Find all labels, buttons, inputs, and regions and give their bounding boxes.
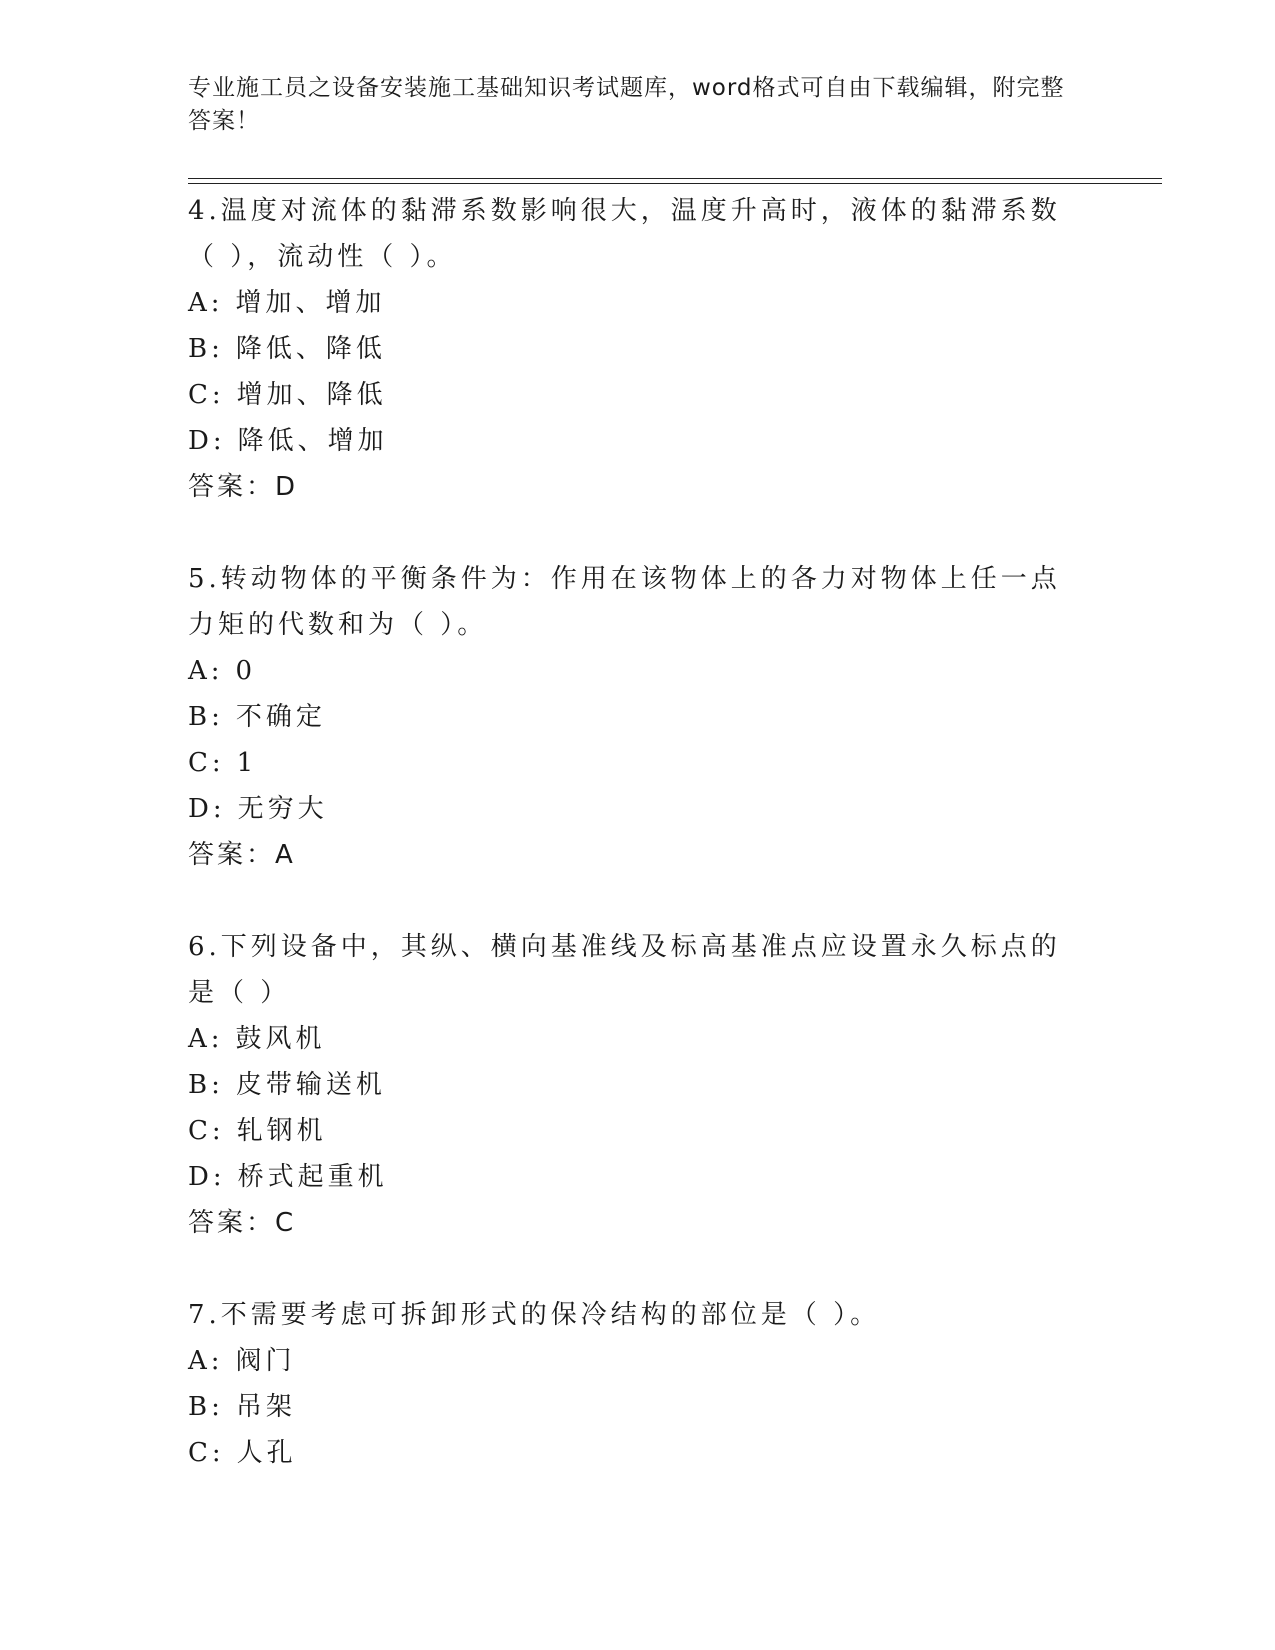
option-a — [188, 1016, 1088, 1062]
header-divider-top — [188, 178, 1162, 179]
option-c — [188, 1430, 1088, 1476]
option-a — [188, 280, 1088, 326]
option-b — [188, 326, 1088, 372]
option-value: 不确定 — [235, 702, 326, 732]
option-key: D: — [188, 426, 226, 456]
question-7 — [188, 1292, 1088, 1476]
option-value: 降低、降低 — [235, 334, 386, 364]
option-value: 增加、降低 — [236, 380, 387, 410]
answer-line: 答案：A — [188, 840, 296, 870]
option-a — [188, 1338, 1088, 1384]
option-b — [188, 1384, 1088, 1430]
option-key: B: — [188, 1070, 224, 1100]
option-key: A: — [188, 288, 224, 318]
answer-line: 答案：D — [188, 472, 299, 502]
option-value: 阀门 — [235, 1346, 296, 1376]
option-key: D: — [188, 1162, 226, 1192]
question-text: 7.不需要考虑可拆卸形式的保冷结构的部位是（ ）。 — [188, 1300, 881, 1330]
option-value: 人孔 — [236, 1438, 297, 1468]
header-divider-bottom — [188, 183, 1162, 184]
option-value: 桥式起重机 — [237, 1162, 388, 1192]
question-list — [188, 188, 1088, 1476]
option-key: B: — [188, 702, 224, 732]
option-d — [188, 786, 1088, 832]
option-value: 无穷大 — [237, 794, 328, 824]
question-text: 5.转动物体的平衡条件为：作用在该物体上的各力对物体上任一点力矩的代数和为（ ）。 — [188, 564, 1061, 640]
option-c — [188, 740, 1088, 786]
option-key: C: — [188, 748, 225, 778]
answer-line: 答案：C — [188, 1208, 297, 1238]
option-value: 降低、增加 — [237, 426, 388, 456]
option-value: 鼓风机 — [235, 1024, 326, 1054]
spacer — [188, 878, 1088, 924]
option-d — [188, 1154, 1088, 1200]
option-value: 皮带输送机 — [235, 1070, 386, 1100]
option-key: A: — [188, 1346, 224, 1376]
option-value: 吊架 — [235, 1392, 296, 1422]
option-c — [188, 1108, 1088, 1154]
option-value: 轧钢机 — [236, 1116, 327, 1146]
question-text: 6.下列设备中，其纵、横向基准线及标高基准点应设置永久标点的是（ ） — [188, 932, 1061, 1008]
question-text: 4.温度对流体的黏滞系数影响很大，温度升高时，液体的黏滞系数（ ），流动性（ ）。 — [188, 196, 1061, 272]
option-d — [188, 418, 1088, 464]
option-a — [188, 648, 1088, 694]
spacer — [188, 510, 1088, 556]
option-value: 增加、增加 — [235, 288, 386, 318]
option-key: C: — [188, 380, 225, 410]
spacer — [188, 1246, 1088, 1292]
option-key: A: — [188, 656, 224, 686]
option-b — [188, 694, 1088, 740]
question-6 — [188, 924, 1088, 1246]
option-value: 1 — [236, 748, 258, 778]
option-value: 0 — [235, 656, 257, 686]
question-5 — [188, 556, 1088, 878]
document-header: 专业施工员之设备安装施工基础知识考试题库，word格式可自由下载编辑，附完整答案！ — [188, 75, 1065, 134]
option-key: C: — [188, 1116, 225, 1146]
option-key: D: — [188, 794, 226, 824]
option-b — [188, 1062, 1088, 1108]
option-key: B: — [188, 1392, 224, 1422]
question-4 — [188, 188, 1088, 510]
option-key: B: — [188, 334, 224, 364]
option-key: C: — [188, 1438, 225, 1468]
option-c — [188, 372, 1088, 418]
option-key: A: — [188, 1024, 224, 1054]
